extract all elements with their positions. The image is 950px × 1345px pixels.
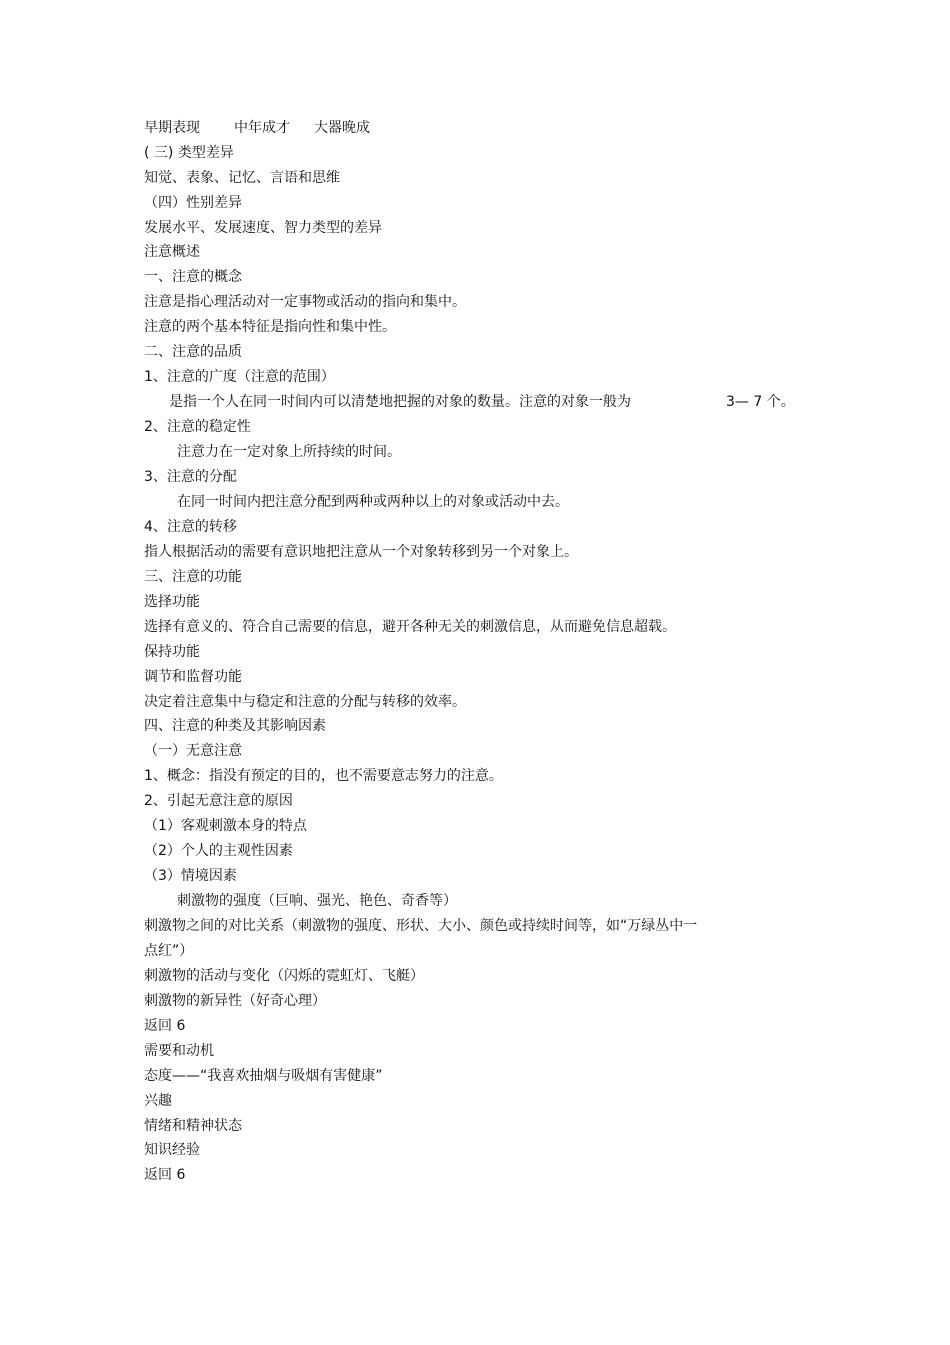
- text-line: 发展水平、发展速度、智力类型的差异: [144, 220, 382, 236]
- subsection-heading: 1、注意的广度（注意的范围）: [144, 369, 335, 385]
- text-line: 注意是指心理活动对一定事物或活动的指向和集中。: [144, 294, 466, 310]
- subsection-heading: 3、注意的分配: [144, 469, 237, 485]
- text-line: 选择有意义的、符合自己需要的信息，避开各种无关的刺激信息，从而避免信息超载。: [144, 619, 676, 635]
- list-item: （1）客观刺激本身的特点: [144, 818, 307, 834]
- section-heading: 二、注意的品质: [144, 344, 242, 360]
- text-line: 返回 6: [144, 1167, 186, 1183]
- text-segment: 大器晚成: [314, 120, 370, 136]
- chapter-heading: 注意概述: [144, 244, 200, 260]
- text-line: [169, 392, 809, 412]
- list-item: （3）情境因素: [144, 868, 237, 884]
- text-line: 刺激物的活动与变化（闪烁的霓虹灯、飞艇）: [144, 968, 424, 984]
- section-heading: 三、注意的功能: [144, 569, 242, 585]
- text-segment: 是指一个人在同一时间内可以清楚地把握的对象的数量。注意的对象一般为: [169, 394, 631, 410]
- text-line: 刺激物的新异性（好奇心理）: [144, 993, 326, 1009]
- text-line: 决定着注意集中与稳定和注意的分配与转移的效率。: [144, 694, 466, 710]
- text-segment: 3— 7 个。: [726, 394, 795, 410]
- text-line: 保持功能: [144, 644, 200, 660]
- text-line: 兴趣: [144, 1093, 172, 1109]
- text-line: 态度——“我喜欢抽烟与吸烟有害健康”: [144, 1068, 383, 1084]
- text-segment: 早期表现: [144, 120, 200, 136]
- text-line: 选择功能: [144, 594, 200, 610]
- text-segment: 中年成才: [234, 120, 290, 136]
- text-line: 点红”）: [144, 943, 194, 959]
- section-heading: ( 三) 类型差异: [144, 145, 234, 161]
- text-line: 返回 6: [144, 1018, 186, 1034]
- section-heading: 一、注意的概念: [144, 269, 242, 285]
- subsection-heading: 2、注意的稳定性: [144, 419, 251, 435]
- section-heading: （四）性别差异: [144, 195, 242, 211]
- text-line: 调节和监督功能: [144, 669, 242, 685]
- text-line: 知觉、表象、记忆、言语和思维: [144, 170, 340, 186]
- text-line: 注意力在一定对象上所持续的时间。: [177, 444, 401, 460]
- text-line: 刺激物的强度（巨响、强光、艳色、奇香等）: [177, 893, 457, 909]
- text-line: 刺激物之间的对比关系（刺激物的强度、形状、大小、颜色或持续时间等，如“万绿丛中一: [144, 918, 698, 934]
- text-line: 在同一时间内把注意分配到两种或两种以上的对象或活动中去。: [177, 494, 569, 510]
- subsection-heading: 4、注意的转移: [144, 519, 237, 535]
- list-item: （2）个人的主观性因素: [144, 843, 293, 859]
- subsection-heading: （一）无意注意: [144, 743, 242, 759]
- text-line: 1、概念：指没有预定的目的，也不需要意志努力的注意。: [144, 768, 503, 784]
- text-line: 需要和动机: [144, 1043, 214, 1059]
- text-line: 知识经验: [144, 1142, 200, 1158]
- text-line: 情绪和精神状态: [144, 1118, 242, 1134]
- text-line: [144, 118, 370, 138]
- section-heading: 四、注意的种类及其影响因素: [144, 718, 326, 734]
- text-line: 注意的两个基本特征是指向性和集中性。: [144, 319, 396, 335]
- text-line: 2、引起无意注意的原因: [144, 793, 293, 809]
- text-line: 指人根据活动的需要有意识地把注意从一个对象转移到另一个对象上。: [144, 544, 578, 560]
